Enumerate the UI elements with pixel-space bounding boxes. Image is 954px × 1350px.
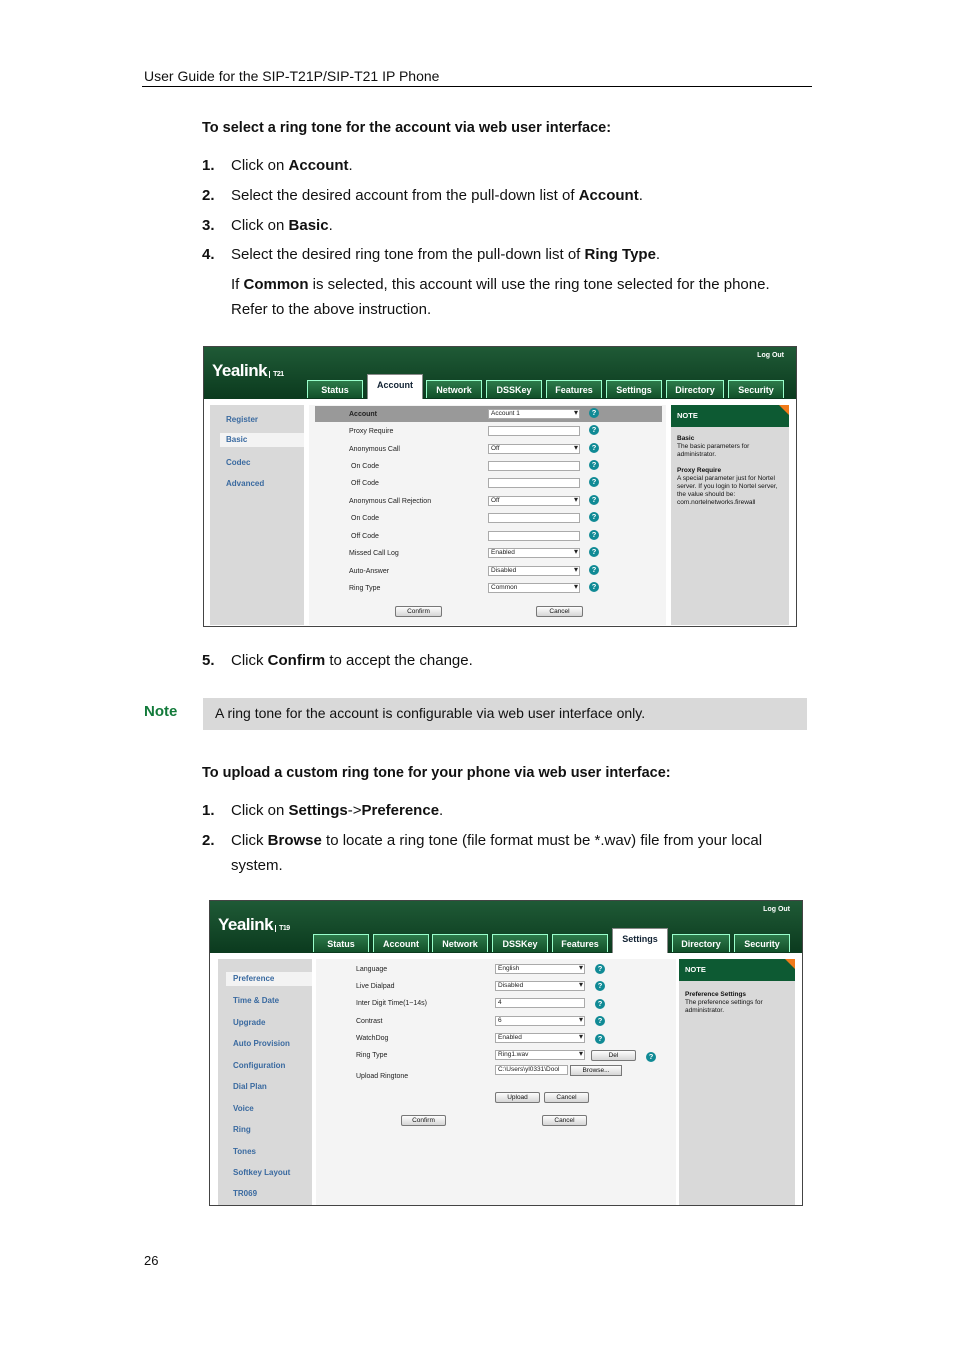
step-keyword: Account: [288, 157, 349, 174]
row-label: Ring Type: [349, 585, 381, 592]
row-label: Upload Ringtone: [356, 1073, 409, 1080]
para-text: Refer to the above instruction.: [231, 301, 432, 318]
sidebar: [210, 405, 304, 625]
step-text: Select the desired account from the pull-down list of: [231, 187, 579, 204]
row-label: Live Dialpad: [356, 983, 395, 990]
confirm-button[interactable]: Confirm: [395, 606, 442, 617]
row-label: On Code: [351, 515, 380, 522]
step-4: [202, 246, 802, 266]
settings-form: [316, 959, 676, 1205]
step-3: [202, 217, 802, 237]
step-2: [202, 187, 802, 207]
note-subheading: Proxy Require: [677, 467, 722, 474]
tab-security[interactable]: Security: [734, 934, 790, 952]
tab-account[interactable]: Account: [373, 934, 429, 952]
row-label: Contrast: [356, 1018, 383, 1025]
step-text: Click: [231, 652, 268, 669]
step-1: [202, 802, 802, 822]
note-text: A ring tone for the account is configurable via web user interface only.: [215, 705, 646, 721]
step-text: ->: [347, 802, 362, 819]
step-number: 1.: [202, 802, 215, 819]
sidebar-item-tones[interactable]: Tones: [233, 1147, 256, 1156]
para-text: is selected, this account will use the ring tone selected for the phone.: [308, 276, 770, 293]
step-text: .: [439, 802, 444, 819]
sidebar-item-upgrade[interactable]: Upgrade: [233, 1018, 266, 1027]
note-content: [685, 991, 789, 1015]
sidebar-item-codec[interactable]: Codec: [226, 458, 251, 467]
sidebar-item-basic[interactable]: Basic: [220, 433, 304, 447]
tab-network[interactable]: Network: [432, 934, 488, 952]
logo-text: Yealink: [212, 361, 268, 380]
row-label: Off Code: [351, 480, 379, 487]
sidebar-item-ring[interactable]: Ring: [233, 1125, 251, 1134]
tab-status[interactable]: Status: [313, 934, 369, 952]
step-text: Click on: [231, 802, 289, 819]
note-subheading: Basic: [677, 435, 695, 442]
upload-cancel-button[interactable]: Cancel: [544, 1092, 589, 1103]
help-icon[interactable]: ?: [589, 530, 599, 540]
help-icon[interactable]: ?: [589, 408, 599, 418]
tab-settings[interactable]: Settings: [606, 380, 662, 398]
page-number: 26: [144, 1253, 159, 1268]
row-label: Ring Type: [356, 1052, 388, 1059]
off-code-input[interactable]: [488, 531, 580, 541]
note-body: The preference settings for administrator.: [685, 999, 763, 1014]
model-label: T19: [275, 925, 290, 932]
row-label: Off Code: [351, 533, 379, 540]
help-icon[interactable]: ?: [595, 999, 605, 1009]
tab-dsskey[interactable]: DSSKey: [486, 380, 542, 398]
tab-network[interactable]: Network: [426, 380, 482, 398]
step-1: [202, 157, 802, 177]
row-label: Missed Call Log: [349, 550, 399, 557]
note-panel: [671, 405, 789, 625]
row-label: Anonymous Call Rejection: [349, 498, 432, 505]
model-label: T21: [269, 371, 284, 378]
step-text: .: [638, 187, 643, 204]
tab-directory[interactable]: Directory: [666, 380, 724, 398]
help-icon[interactable]: ?: [595, 1016, 605, 1026]
sidebar: [218, 959, 312, 1205]
proxy-require-input[interactable]: [488, 426, 580, 436]
step-text: .: [655, 246, 661, 263]
anonymous-rejection-select[interactable]: Off ▾: [488, 496, 580, 506]
step-number: 3.: [202, 217, 215, 234]
row-label: Proxy Require: [349, 428, 394, 435]
section1-heading: To select a ring tone for the account via web user interface:: [202, 120, 612, 136]
tab-account[interactable]: Account: [367, 374, 423, 399]
common-paragraph: [231, 272, 811, 322]
sidebar-item-softkey-layout[interactable]: Softkey Layout: [233, 1168, 291, 1177]
tab-security[interactable]: Security: [728, 380, 784, 398]
step-text: .: [328, 217, 333, 234]
tab-status[interactable]: Status: [307, 380, 363, 398]
off-code-input[interactable]: [488, 478, 580, 488]
missed-call-log-select[interactable]: Enabled ▾: [488, 548, 580, 558]
contrast-select[interactable]: 6 ▾: [495, 1016, 585, 1026]
row-label: Account: [349, 411, 377, 418]
step-keyword: Account: [578, 187, 639, 204]
sidebar-item-advanced[interactable]: Advanced: [226, 479, 265, 488]
step-keyword: Ring Type: [584, 246, 656, 263]
upload-file-path[interactable]: C:\Users\yl0331\Dool: [495, 1065, 568, 1075]
running-header: User Guide for the SIP-T21P/SIP-T21 IP Phone: [144, 68, 440, 84]
help-icon[interactable]: ?: [595, 1034, 605, 1044]
anonymous-call-select[interactable]: Off ▾: [488, 444, 580, 454]
ring-type-select[interactable]: Common ▾: [488, 583, 580, 593]
step-number: 1.: [202, 157, 215, 174]
note-body: A special parameter just for Nortel server. If you login to Nortel server, the value should be: com.nortelnetworks.firewall: [677, 475, 778, 506]
step-keyword: Confirm: [267, 652, 326, 669]
sidebar-item-configuration[interactable]: Configuration: [233, 1061, 286, 1070]
step-number: 2.: [202, 832, 215, 849]
account-select[interactable]: Account 1 ▾: [488, 409, 580, 419]
help-icon[interactable]: ?: [589, 582, 599, 592]
tab-features[interactable]: Features: [546, 380, 602, 398]
step-text: to locate a ring tone (file format must be *.wav) file from your local: [321, 832, 763, 849]
step-text: to accept the change.: [325, 652, 473, 669]
step-number: 2.: [202, 187, 215, 204]
help-icon[interactable]: ?: [589, 477, 599, 487]
upload-button[interactable]: Upload: [495, 1092, 540, 1103]
note-header: NOTE: [679, 959, 795, 981]
step-5: [202, 652, 802, 672]
step-number: 5.: [202, 652, 215, 669]
row-label: WatchDog: [356, 1035, 389, 1042]
sidebar-item-register[interactable]: Register: [226, 415, 259, 424]
ring-type-select[interactable]: Ring1.wav ▾: [495, 1050, 585, 1060]
inter-digit-time-input[interactable]: 4: [495, 998, 585, 1008]
step-2: [202, 832, 802, 852]
help-icon[interactable]: ?: [646, 1052, 656, 1062]
cancel-button[interactable]: Cancel: [542, 1115, 587, 1126]
help-icon[interactable]: ?: [589, 443, 599, 453]
header-rule: [142, 86, 812, 87]
step-text: .: [348, 157, 353, 174]
on-code-input[interactable]: [488, 461, 580, 471]
help-icon[interactable]: ?: [589, 460, 599, 470]
row-label: Inter Digit Time(1~14s): [356, 1000, 427, 1007]
yealink-logo: [212, 361, 284, 381]
sidebar-item-tr069[interactable]: TR069: [233, 1189, 258, 1198]
watchdog-select[interactable]: Enabled ▾: [495, 1033, 585, 1043]
account-basic-screenshot: [203, 346, 797, 627]
sidebar-item-auto-provision[interactable]: Auto Provision: [233, 1039, 290, 1048]
logo-text: Yealink: [218, 915, 274, 934]
note-content: [677, 435, 783, 507]
step-text: Click on: [231, 217, 289, 234]
tab-directory[interactable]: Directory: [672, 934, 730, 952]
help-icon[interactable]: ?: [589, 547, 599, 557]
tab-features[interactable]: Features: [552, 934, 608, 952]
step-keyword: Basic: [288, 217, 329, 234]
step-text: Select the desired ring tone from the pull-down list of: [231, 246, 585, 263]
row-label: Language: [356, 966, 388, 973]
row-label: Auto-Answer: [349, 568, 390, 575]
step-number: 4.: [202, 246, 215, 263]
help-icon[interactable]: ?: [595, 981, 605, 991]
step-2-continuation: system.: [231, 857, 283, 874]
section2-heading: To upload a custom ring tone for your phone via web user interface:: [202, 765, 671, 781]
on-code-input[interactable]: [488, 513, 580, 523]
note-header: NOTE: [671, 405, 789, 427]
step-keyword: Browse: [267, 832, 322, 849]
note-subheading: Preference Settings: [685, 991, 747, 998]
note-panel: [679, 959, 795, 1205]
help-icon[interactable]: ?: [595, 964, 605, 974]
note-corner-icon: [785, 959, 795, 969]
browse-button[interactable]: Browse...: [570, 1065, 622, 1076]
help-icon[interactable]: ?: [589, 512, 599, 522]
sidebar-item-time-date[interactable]: Time & Date: [233, 996, 280, 1005]
del-button[interactable]: Del: [591, 1050, 636, 1061]
step-text: Click on: [231, 157, 289, 174]
note-body: The basic parameters for administrator.: [677, 443, 750, 458]
help-icon[interactable]: ?: [589, 425, 599, 435]
step-text: Click: [231, 832, 268, 849]
logout-link[interactable]: Log Out: [757, 352, 784, 359]
note-corner-icon: [779, 405, 789, 415]
row-label: On Code: [351, 463, 380, 470]
confirm-button[interactable]: Confirm: [401, 1115, 446, 1126]
settings-preference-screenshot: [209, 900, 803, 1206]
logout-link[interactable]: Log Out: [763, 906, 790, 913]
language-select[interactable]: English ▾: [495, 964, 585, 974]
sidebar-item-voice[interactable]: Voice: [233, 1104, 254, 1113]
row-label: Anonymous Call: [349, 446, 400, 453]
help-icon[interactable]: ?: [589, 565, 599, 575]
note-label: Note: [144, 703, 178, 720]
tab-settings[interactable]: Settings: [612, 928, 668, 953]
para-text: If: [231, 276, 244, 293]
help-icon[interactable]: ?: [589, 495, 599, 505]
step-keyword: Settings: [288, 802, 348, 819]
para-keyword: Common: [243, 276, 309, 293]
tab-dsskey[interactable]: DSSKey: [492, 934, 548, 952]
sidebar-item-preference[interactable]: Preference: [226, 972, 312, 986]
yealink-logo: [218, 915, 290, 935]
auto-answer-select[interactable]: Disabled ▾: [488, 566, 580, 576]
cancel-button[interactable]: Cancel: [536, 606, 583, 617]
sidebar-item-dial-plan[interactable]: Dial Plan: [233, 1082, 267, 1091]
live-dialpad-select[interactable]: Disabled ▾: [495, 981, 585, 991]
step-keyword: Preference: [361, 802, 440, 819]
